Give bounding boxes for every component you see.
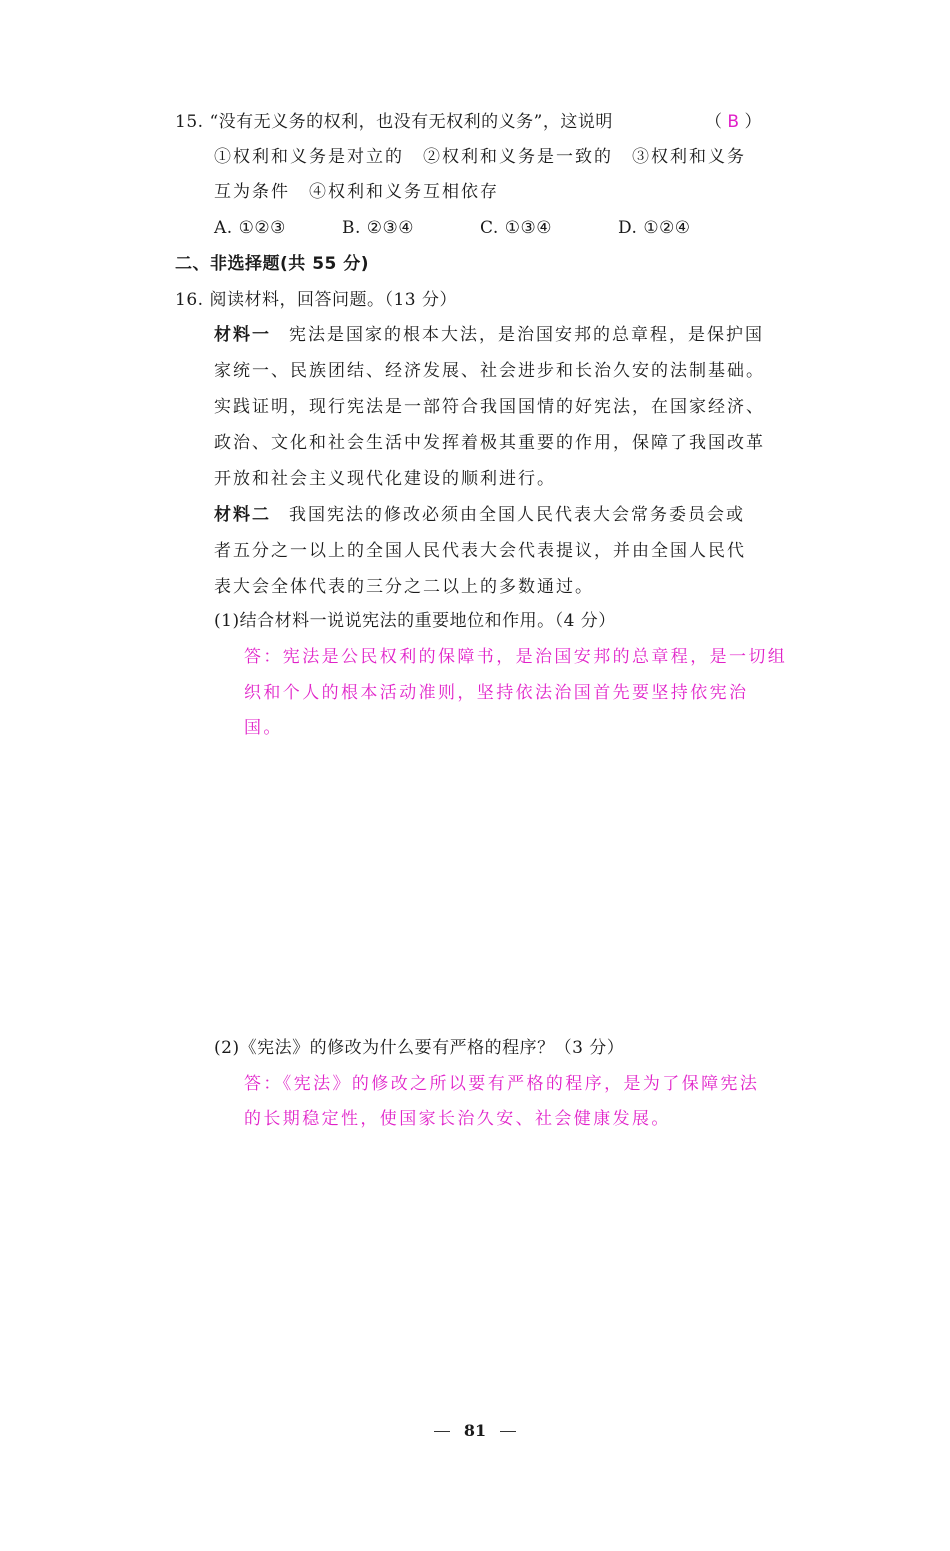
sub-question-2-answer-line2: 的长期稳定性，使国家长治久安、社会健康发展。: [244, 1109, 671, 1129]
sub-question-2-answer-line1: 答：《宪法》的修改之所以要有严格的程序，是为了保障宪法: [244, 1074, 760, 1094]
material-2-line2: 者五分之一以上的全国人民代表大会代表提议，并由全国人民代: [214, 541, 746, 561]
material-1-label: 材料一: [214, 325, 271, 345]
option-a: A. ①②③: [214, 218, 286, 238]
question-15-stem: 15. “没有无义务的权利，也没有无权利的义务”，这说明: [175, 112, 613, 132]
material-1-line5: 开放和社会主义现代化建设的顺利进行。: [214, 469, 556, 489]
material-1-line4: 政治、文化和社会生活中发挥着极其重要的作用，保障了我国改革: [214, 433, 765, 453]
question-16-stem: 16. 阅读材料，回答问题。（13 分）: [175, 290, 457, 310]
bracket-open: （: [705, 112, 722, 132]
dash-left: [434, 1431, 450, 1432]
material-1-text: 宪法是国家的根本大法，是治国安邦的总章程，是保护国: [289, 325, 764, 345]
question-15-answer-bracket: [705, 110, 761, 134]
bracket-close: ）: [744, 112, 762, 132]
page-footer: [0, 1421, 950, 1440]
material-2-line1: [214, 503, 745, 527]
question-15-statements-line2: 互为条件 ④权利和义务互相依存: [214, 182, 499, 202]
dash-right: [500, 1431, 516, 1432]
sub-question-1-answer-line1: 答：宪法是公民权利的保障书，是治国安邦的总章程，是一切组: [244, 647, 788, 667]
section-2-heading: 二、非选择题(共 55 分): [175, 254, 370, 274]
sub-question-1-answer-line2: 织和个人的根本活动准则，坚持依法治国首先要坚持依宪治: [244, 683, 749, 703]
option-c: C. ①③④: [480, 218, 552, 238]
material-2-label: 材料二: [214, 505, 271, 525]
sub-question-1: (1)结合材料一说说宪法的重要地位和作用。（4 分）: [214, 611, 616, 631]
material-2-text: 我国宪法的修改必须由全国人民代表大会常务委员会或: [289, 505, 745, 525]
question-15-statements-line1: ①权利和义务是对立的 ②权利和义务是一致的 ③权利和义务: [214, 147, 746, 167]
material-2-line3: 表大会全体代表的三分之二以上的多数通过。: [214, 577, 594, 597]
sub-question-2: (2)《宪法》的修改为什么要有严格的程序？（3 分）: [214, 1038, 625, 1058]
question-15-answer: B: [727, 112, 740, 132]
option-b: B. ②③④: [342, 218, 415, 238]
material-1-line3: 实践证明，现行宪法是一部符合我国国情的好宪法，在国家经济、: [214, 397, 765, 417]
sub-question-1-answer-line3: 国。: [244, 718, 283, 738]
material-1-line2: 家统一、民族团结、经济发展、社会进步和长治久安的法制基础。: [214, 361, 765, 381]
page-number: 81: [463, 1421, 487, 1440]
option-d: D. ①②④: [618, 218, 691, 238]
material-1-line1: [214, 323, 764, 347]
